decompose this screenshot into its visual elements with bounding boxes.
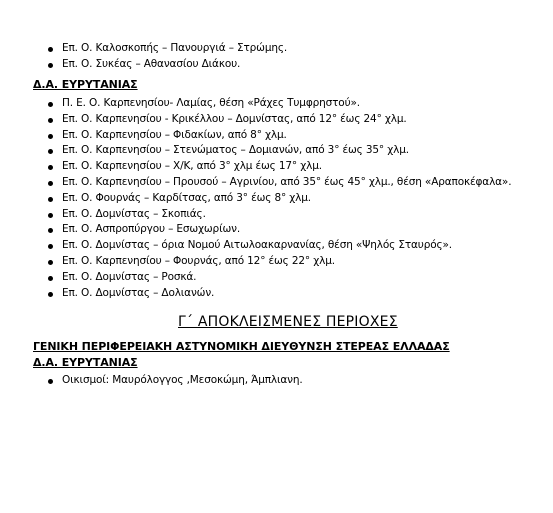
- bullet-icon: [48, 260, 53, 265]
- bullet-icon: [48, 181, 53, 186]
- bullet-icon: [48, 47, 53, 52]
- section-heading-eurytania: Δ.Α. ΕΥΡΥΤΑΝΙΑΣ: [33, 78, 138, 91]
- list-item-text: Επ. Ο. Φουρνάς – Καρδίτσας, από 3° έως 8° χλμ.: [62, 191, 311, 204]
- list-item-text: Επ. Ο. Δομνίστας – Σκοπιάς.: [62, 207, 206, 220]
- list-item-text: Επ. Ο. Καρπενησίου - Κρικέλλου – Δομνίστας, από 12° έως 24° χλμ.: [62, 112, 407, 125]
- list-item-text: Οικισμοί: Μαυρόλογγος ,Μεσοκώμη, Άμπλιανη.: [62, 374, 303, 386]
- list-item: [0, 270, 511, 286]
- list-item: [0, 112, 511, 128]
- list-item: [0, 238, 511, 254]
- list-item-text: Επ. Ο. Δομνίστας – Δολιανών.: [62, 286, 215, 299]
- bullet-icon: [48, 197, 53, 202]
- bullet-icon: [48, 228, 53, 233]
- excluded-bullet-list: [0, 373, 303, 389]
- list-item-text: Επ. Ο. Καρπενησίου – Χ/Κ, από 3° χλμ έως 17° χλμ.: [62, 160, 322, 173]
- list-item-text: Π. Ε. Ο. Καρπενησίου- Λαμίας, θέση «Ράχες Τυμφρηστού».: [62, 97, 360, 109]
- list-item-text: Επ. Ο. Δομνίστας – Ροσκά.: [62, 270, 197, 283]
- list-item: [0, 143, 511, 159]
- section-heading-eurytania-2: Δ.Α. ΕΥΡΥΤΑΝΙΑΣ: [33, 356, 138, 369]
- list-item: [0, 222, 511, 238]
- bullet-icon: [48, 213, 53, 218]
- list-item-text: Επ. Ο. Συκέας – Αθανασίου Διάκου.: [62, 57, 241, 70]
- list-item: [0, 57, 287, 73]
- list-item: [0, 41, 287, 57]
- list-item-text: Επ. Ο. Δομνίστας – όρια Νομού Αιτωλοακαρνανίας, θέση «Ψηλός Σταυρός».: [62, 239, 452, 252]
- bullet-icon: [48, 244, 53, 249]
- list-item: [0, 128, 511, 144]
- eurytania-bullet-list: [0, 96, 511, 301]
- bullet-icon: [48, 292, 53, 297]
- list-item: [0, 175, 511, 191]
- list-item: [0, 286, 511, 302]
- list-item-text: Επ. Ο. Καρπενησίου – Προυσού – Αγρινίου, από 35° έως 45° χλμ., θέση «Αραποκέφαλα».: [62, 175, 512, 188]
- police-directorate-heading: ΓΕΝΙΚΗ ΠΕΡΙΦΕΡΕΙΑΚΗ ΑΣΤΥΝΟΜΙΚΗ ΔΙΕΥΘΥΝΣΗ ΣΤΕΡΕΑΣ ΕΛΛΑΔΑΣ: [33, 340, 450, 353]
- bullet-icon: [48, 276, 53, 281]
- bullet-icon: [48, 118, 53, 123]
- bullet-icon: [48, 102, 53, 107]
- section-title-excluded-areas: Γ΄ ΑΠΟΚΛΕΙΣΜΕΝΕΣ ΠΕΡΙΟΧΕΣ: [178, 314, 398, 330]
- list-item: [0, 373, 303, 389]
- list-item-text: Επ. Ο. Καρπενησίου – Φιδακίων, από 8° χλμ.: [62, 128, 287, 141]
- bullet-icon: [48, 63, 53, 68]
- list-item: [0, 159, 511, 175]
- list-item: [0, 254, 511, 270]
- bullet-icon: [48, 134, 53, 139]
- list-item-text: Επ. Ο. Καρπενησίου – Φουρνάς, από 12° έως 22° χλμ.: [62, 254, 335, 267]
- bullet-icon: [48, 165, 53, 170]
- list-item: [0, 191, 511, 207]
- bullet-icon: [48, 149, 53, 154]
- list-item: [0, 207, 511, 223]
- list-item: [0, 96, 511, 112]
- top-bullet-list: [0, 41, 287, 73]
- list-item-text: Επ. Ο. Ασπροπύργου – Εσωχωρίων.: [62, 223, 241, 236]
- bullet-icon: [48, 379, 53, 384]
- list-item-text: Επ. Ο. Καρπενησίου – Στενώματος – Δομιανών, από 3° έως 35° χλμ.: [62, 144, 409, 157]
- list-item-text: Επ. Ο. Καλοσκοπής – Πανουργιά – Στρώμης.: [62, 42, 288, 54]
